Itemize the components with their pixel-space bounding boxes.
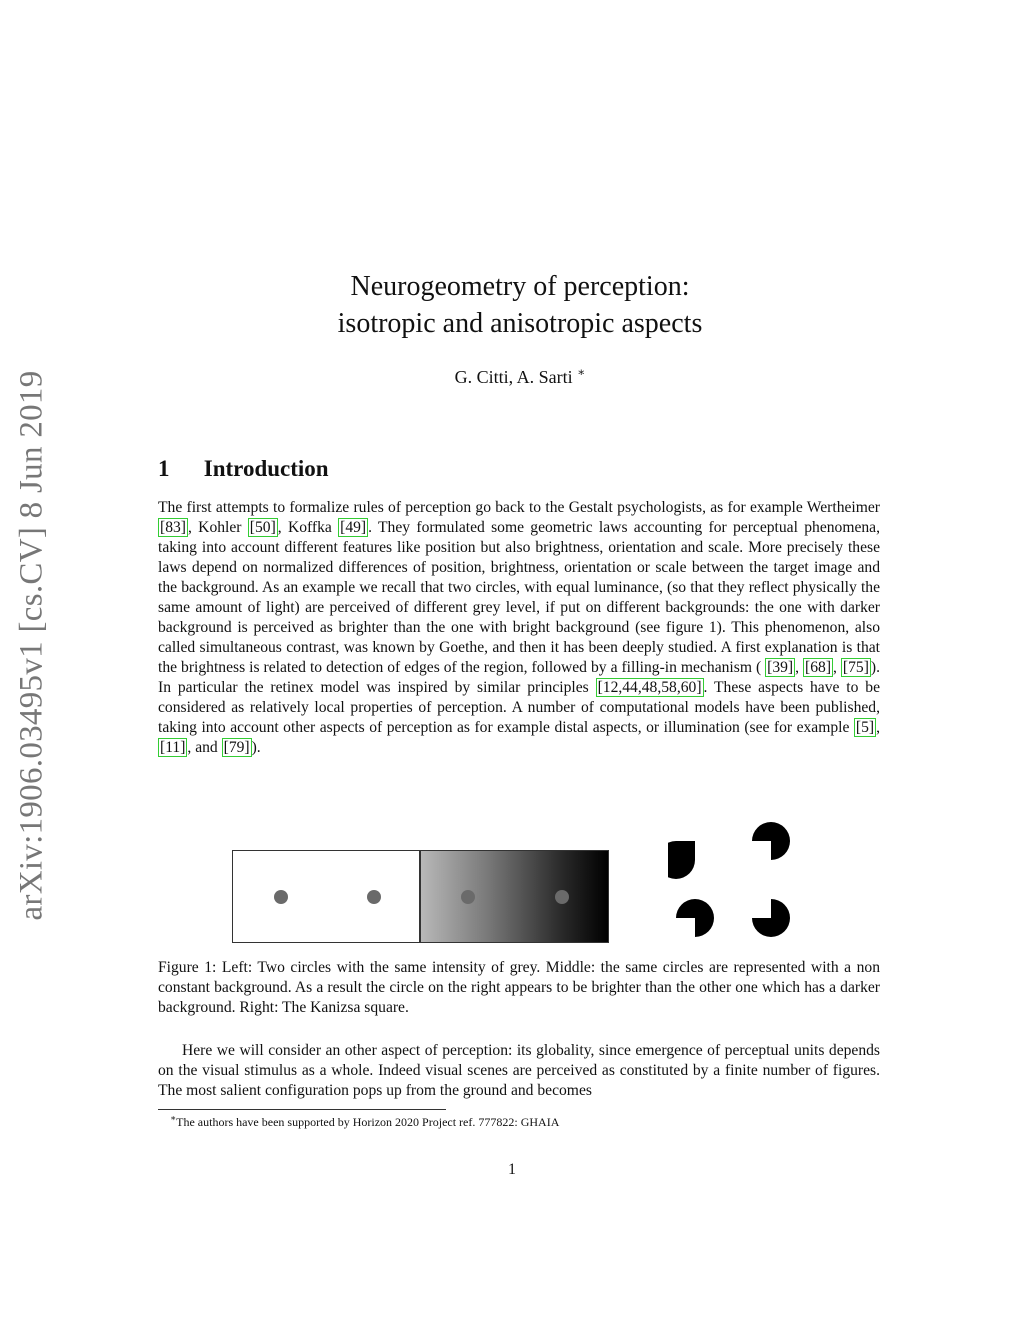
figure-left-panel [232,850,420,943]
footnote-mark: ∗ [170,1113,177,1123]
section-title: Introduction [203,456,329,481]
text-run: , [833,659,841,676]
title-line-1: Neurogeometry of perception: [350,271,690,302]
arxiv-stamp [10,362,54,928]
citation-link[interactable]: [49] [340,519,367,536]
citation-link[interactable]: [79] [223,739,250,756]
citation-link[interactable]: [39] [767,659,794,676]
grey-circle-left [461,890,475,904]
text-run: . They formulated some geometric laws accounting for perceptual phenomena, taking into account different features like position but also brightness, orientation and scale. More precisely these laws depend on normalized differences of position, brightness, orientation or scale between the target image and the background. As an example we recall that two circles, with equal luminance, (so that they reflect physically the same amount of light) are perceived of different grey level, if put on different backgrounds: the one with darker background is perceived as brighter than the one with bright background (see figure 1). This phenomenon, also called simultaneous contrast, was known by Goethe, and then it has been deeply studied. A first explanation is that the brightness is related to detection of edges of the region, followed by a filling-in mechanism ( [158,519,880,676]
figure-caption: Figure 1: Left: Two circles with the same intensity of grey. Middle: the same circles are represented with a non constant background. As a result the circle on the right appears to be brighter than the other one which has a darker background. Right: The Kanizsa square. [158,959,880,1016]
text-run: ). In particular the retinex model was inspired by similar principles [158,659,880,696]
text-run: ). [251,739,261,756]
citation-link[interactable]: [5] [855,719,875,736]
paper-title [160,268,880,342]
citation-link[interactable]: [83] [160,519,186,536]
citation-link[interactable]: [68] [805,659,832,676]
footnote-rule [158,1109,446,1110]
text-run: . These aspects have to be considered as relatively local properties of perception. A number of computational models have been published, taking into account other aspects of perception as for example distal aspects, or illumination (see for example [158,679,881,736]
text-run: , [876,719,880,736]
title-line-2: isotropic and anisotropic aspects [337,308,703,339]
citation-link[interactable]: [75] [842,659,869,676]
text-run: , [795,659,804,676]
authors [160,365,880,388]
grey-circle-right [555,890,569,904]
pacman-bottom-left [676,899,714,937]
section-heading [158,456,329,482]
text-run: , Koffka [277,519,339,536]
citation-link[interactable]: [11] [160,739,186,756]
page-number: 1 [508,1161,516,1178]
grey-circle-right [367,890,381,904]
kanizsa-square-figure [668,816,798,944]
footnote-text: The authors have been supported by Horizon 2020 Project ref. 777822: GHAIA [176,1115,560,1129]
text-run: The first attempts to formalize rules of perception go back to the Gestalt psychologists, as for example Wertheimer [158,499,880,516]
figure-middle-panel [420,850,609,943]
intro-paragraph [158,498,880,758]
text-run: , Kohler [187,519,248,536]
author-footnote-mark: ∗ [577,365,586,379]
citation-link[interactable]: [50] [249,519,276,536]
pacman-top-left [668,841,695,879]
section-number: 1 [158,456,170,481]
citation-link[interactable]: [12,44,48,58,60] [597,679,702,696]
footnote [170,1113,559,1130]
pacman-top-right [752,822,790,860]
pacman-bottom-right [752,899,790,937]
arxiv-identifier: arXiv:1906.03495v1 [cs.CV] 8 Jun 2019 [13,369,50,921]
second-paragraph: Here we will consider an other aspect of perception: its globality, since emergence of perceptual units depends on the visual stimulus as a whole. Indeed visual scenes are perceived as constituted by a finite number of figures. The most salient configuration pops up from the ground and becomes [158,1042,880,1099]
grey-circle-left [274,890,288,904]
text-run: , and [187,739,222,756]
author-names: G. Citti, A. Sarti [454,367,573,387]
